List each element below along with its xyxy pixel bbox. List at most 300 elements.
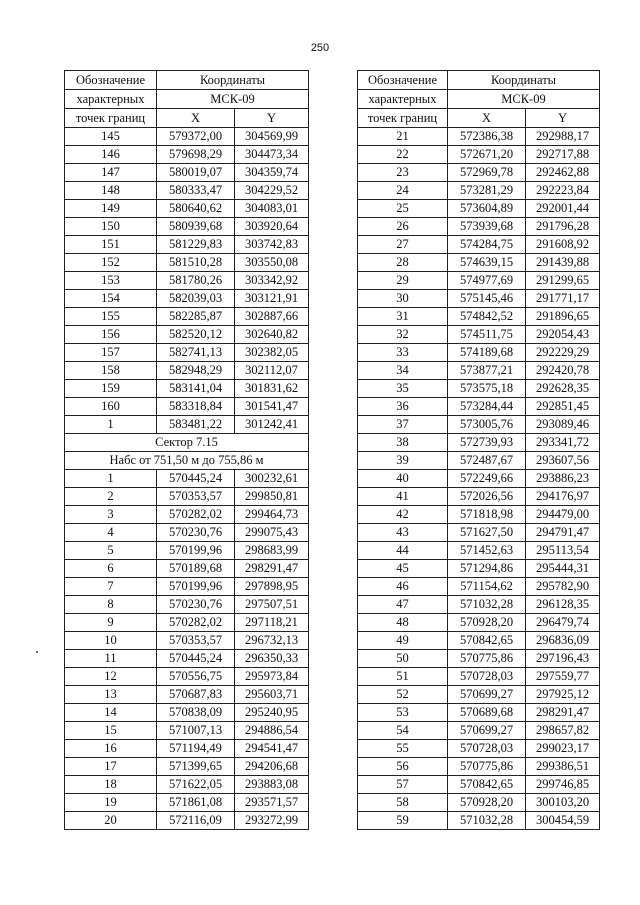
y-coordinate: 292001,44: [526, 200, 600, 218]
table-row: [65, 524, 309, 542]
point-number: 24: [358, 182, 448, 200]
table-row: [65, 362, 309, 380]
y-coordinate: 296836,09: [526, 632, 600, 650]
table-row: [358, 452, 600, 470]
table-row: [358, 776, 600, 794]
table-row: [358, 812, 600, 830]
point-number: 13: [65, 686, 157, 704]
x-coordinate: 571294,86: [448, 560, 526, 578]
y-coordinate: 292851,45: [526, 398, 600, 416]
x-coordinate: 574189,68: [448, 344, 526, 362]
table-row: [358, 704, 600, 722]
table-row: [358, 362, 600, 380]
x-header: X: [448, 109, 526, 128]
y-coordinate: 298291,47: [526, 704, 600, 722]
y-coordinate: 300454,59: [526, 812, 600, 830]
y-coordinate: 297898,95: [235, 578, 309, 596]
y-coordinate: 300103,20: [526, 794, 600, 812]
y-coordinate: 298657,82: [526, 722, 600, 740]
x-coordinate: 572026,56: [448, 488, 526, 506]
x-coordinate: 582741,13: [157, 344, 235, 362]
y-coordinate: 293341,72: [526, 434, 600, 452]
y-coordinate: 294886,54: [235, 722, 309, 740]
y-coordinate: 294206,68: [235, 758, 309, 776]
x-coordinate: 574977,69: [448, 272, 526, 290]
table-row: [65, 398, 309, 416]
table-row: [358, 308, 600, 326]
y-coordinate: 298291,47: [235, 560, 309, 578]
table-row: [65, 614, 309, 632]
y-coordinate: 303742,83: [235, 236, 309, 254]
table-row: [65, 200, 309, 218]
point-number: 43: [358, 524, 448, 542]
x-coordinate: 573575,18: [448, 380, 526, 398]
x-coordinate: 571032,28: [448, 812, 526, 830]
x-coordinate: 573005,76: [448, 416, 526, 434]
y-coordinate: 297118,21: [235, 614, 309, 632]
x-coordinate: 570689,68: [448, 704, 526, 722]
page-number: 250: [310, 42, 330, 54]
table-row: [358, 326, 600, 344]
point-number: 4: [65, 524, 157, 542]
y-coordinate: 303920,64: [235, 218, 309, 236]
point-number: 158: [65, 362, 157, 380]
table-row: [65, 164, 309, 182]
point-number: 150: [65, 218, 157, 236]
y-coordinate: 291439,88: [526, 254, 600, 272]
point-number: 41: [358, 488, 448, 506]
header-row: [65, 90, 309, 109]
y-coordinate: 295240,95: [235, 704, 309, 722]
y-coordinate: 293607,56: [526, 452, 600, 470]
y-coordinate: 296128,35: [526, 596, 600, 614]
header-row: [65, 109, 309, 128]
y-coordinate: 293883,08: [235, 776, 309, 794]
table-row: [358, 758, 600, 776]
y-coordinate: 294176,97: [526, 488, 600, 506]
table-row: [65, 740, 309, 758]
y-coordinate: 297507,51: [235, 596, 309, 614]
table-row: [358, 524, 600, 542]
y-coordinate: 292628,35: [526, 380, 600, 398]
x-coordinate: 572739,93: [448, 434, 526, 452]
point-number: 44: [358, 542, 448, 560]
x-coordinate: 579372,00: [157, 128, 235, 146]
x-coordinate: 572487,67: [448, 452, 526, 470]
y-coordinate: 294791,47: [526, 524, 600, 542]
table-row: [65, 560, 309, 578]
table-row: [358, 578, 600, 596]
table-row: [65, 290, 309, 308]
x-coordinate: 572249,66: [448, 470, 526, 488]
point-number: 14: [65, 704, 157, 722]
point-number: 18: [65, 776, 157, 794]
y-coordinate: 292229,29: [526, 344, 600, 362]
x-coordinate: 570687,83: [157, 686, 235, 704]
table-row: [65, 776, 309, 794]
table-row: [358, 164, 600, 182]
table-row: [358, 218, 600, 236]
y-coordinate: 299023,17: [526, 740, 600, 758]
x-header: X: [157, 109, 235, 128]
point-number: 34: [358, 362, 448, 380]
coordinates-header: Координаты: [448, 71, 600, 90]
point-number: 36: [358, 398, 448, 416]
y-coordinate: 292223,84: [526, 182, 600, 200]
point-number: 19: [65, 794, 157, 812]
table-row: [358, 146, 600, 164]
x-coordinate: 570282,02: [157, 506, 235, 524]
x-coordinate: 570928,20: [448, 614, 526, 632]
point-number: 6: [65, 560, 157, 578]
x-coordinate: 571154,62: [448, 578, 526, 596]
point-number: 49: [358, 632, 448, 650]
table-row: [65, 272, 309, 290]
point-number: 57: [358, 776, 448, 794]
y-coordinate: 300232,61: [235, 470, 309, 488]
x-coordinate: 581780,26: [157, 272, 235, 290]
section-row: [65, 434, 309, 452]
x-coordinate: 570445,24: [157, 470, 235, 488]
table-row: [65, 758, 309, 776]
x-coordinate: 570838,09: [157, 704, 235, 722]
y-coordinate: 292462,88: [526, 164, 600, 182]
point-number: 149: [65, 200, 157, 218]
x-coordinate: 574511,75: [448, 326, 526, 344]
x-coordinate: 575145,46: [448, 290, 526, 308]
point-number: 39: [358, 452, 448, 470]
y-coordinate: 303342,92: [235, 272, 309, 290]
x-coordinate: 574639,15: [448, 254, 526, 272]
point-number: 51: [358, 668, 448, 686]
point-number: 7: [65, 578, 157, 596]
y-coordinate: 297196,43: [526, 650, 600, 668]
table-row: [358, 290, 600, 308]
y-coordinate: 291796,28: [526, 218, 600, 236]
y-coordinate: 304473,34: [235, 146, 309, 164]
table-row: [65, 470, 309, 488]
table-row: [358, 344, 600, 362]
y-coordinate: 303121,91: [235, 290, 309, 308]
point-number: 40: [358, 470, 448, 488]
point-label-header: Обозначение: [358, 71, 448, 90]
x-coordinate: 572116,09: [157, 812, 235, 830]
x-coordinate: 571007,13: [157, 722, 235, 740]
point-number: 147: [65, 164, 157, 182]
x-coordinate: 574842,52: [448, 308, 526, 326]
point-number: 12: [65, 668, 157, 686]
x-coordinate: 582039,03: [157, 290, 235, 308]
y-coordinate: 291299,65: [526, 272, 600, 290]
x-coordinate: 581510,28: [157, 254, 235, 272]
point-number: 156: [65, 326, 157, 344]
header-row: [358, 90, 600, 109]
coordinates-header: МСК-09: [157, 90, 309, 109]
point-number: 48: [358, 614, 448, 632]
x-coordinate: 570199,96: [157, 542, 235, 560]
table-row: [358, 470, 600, 488]
table-row: [358, 182, 600, 200]
table-row: [65, 794, 309, 812]
table-row: [65, 218, 309, 236]
point-number: 38: [358, 434, 448, 452]
x-coordinate: 572969,78: [448, 164, 526, 182]
coordinates-header: Координаты: [157, 71, 309, 90]
y-coordinate: 299850,81: [235, 488, 309, 506]
point-number: 21: [358, 128, 448, 146]
point-number: 8: [65, 596, 157, 614]
x-coordinate: 570199,96: [157, 578, 235, 596]
x-coordinate: 570282,02: [157, 614, 235, 632]
sector-height-range: Набс от 751,50 м до 755,86 м: [65, 452, 309, 470]
point-number: 59: [358, 812, 448, 830]
y-coordinate: 299075,43: [235, 524, 309, 542]
y-coordinate: 295444,31: [526, 560, 600, 578]
x-coordinate: 582520,12: [157, 326, 235, 344]
x-coordinate: 573877,21: [448, 362, 526, 380]
point-number: 56: [358, 758, 448, 776]
table-row: [65, 236, 309, 254]
table-row: [358, 272, 600, 290]
x-coordinate: 581229,83: [157, 236, 235, 254]
table-row: [65, 578, 309, 596]
header-row: [65, 71, 309, 90]
point-number: 54: [358, 722, 448, 740]
x-coordinate: 582948,29: [157, 362, 235, 380]
x-coordinate: 570230,76: [157, 596, 235, 614]
x-coordinate: 582285,87: [157, 308, 235, 326]
y-coordinate: 294541,47: [235, 740, 309, 758]
y-coordinate: 302382,05: [235, 344, 309, 362]
table-row: [65, 128, 309, 146]
point-number: 153: [65, 272, 157, 290]
y-coordinate: 301831,62: [235, 380, 309, 398]
x-coordinate: 583318,84: [157, 398, 235, 416]
x-coordinate: 570728,03: [448, 740, 526, 758]
table-row: [65, 632, 309, 650]
point-number: 26: [358, 218, 448, 236]
table-row: [65, 506, 309, 524]
scan-speck: [36, 651, 38, 653]
x-coordinate: 571399,65: [157, 758, 235, 776]
point-number: 50: [358, 650, 448, 668]
y-coordinate: 298683,99: [235, 542, 309, 560]
point-number: 45: [358, 560, 448, 578]
y-coordinate: 293272,99: [235, 812, 309, 830]
y-header: Y: [235, 109, 309, 128]
y-coordinate: 303550,08: [235, 254, 309, 272]
y-header: Y: [526, 109, 600, 128]
table-row: [65, 542, 309, 560]
x-coordinate: 570728,03: [448, 668, 526, 686]
point-label-header: характерных: [65, 90, 157, 109]
x-coordinate: 571627,50: [448, 524, 526, 542]
point-number: 160: [65, 398, 157, 416]
table-row: [358, 740, 600, 758]
y-coordinate: 295782,90: [526, 578, 600, 596]
y-coordinate: 304359,74: [235, 164, 309, 182]
y-coordinate: 297925,12: [526, 686, 600, 704]
point-number: 1: [65, 470, 157, 488]
y-coordinate: 294479,00: [526, 506, 600, 524]
x-coordinate: 570230,76: [157, 524, 235, 542]
point-number: 17: [65, 758, 157, 776]
point-number: 37: [358, 416, 448, 434]
y-coordinate: 292420,78: [526, 362, 600, 380]
point-label-header: Обозначение: [65, 71, 157, 90]
point-number: 5: [65, 542, 157, 560]
y-coordinate: 301541,47: [235, 398, 309, 416]
point-number: 1: [65, 416, 157, 434]
table-row: [65, 596, 309, 614]
table-row: [358, 614, 600, 632]
table-row: [358, 254, 600, 272]
x-coordinate: 573939,68: [448, 218, 526, 236]
x-coordinate: 570353,57: [157, 632, 235, 650]
x-coordinate: 571452,63: [448, 542, 526, 560]
y-coordinate: 293089,46: [526, 416, 600, 434]
y-coordinate: 299386,51: [526, 758, 600, 776]
point-number: 157: [65, 344, 157, 362]
y-coordinate: 293571,57: [235, 794, 309, 812]
table-row: [358, 596, 600, 614]
x-coordinate: 583481,22: [157, 416, 235, 434]
point-number: 28: [358, 254, 448, 272]
x-coordinate: 580019,07: [157, 164, 235, 182]
point-number: 16: [65, 740, 157, 758]
table-row: [65, 344, 309, 362]
x-coordinate: 572671,20: [448, 146, 526, 164]
coordinates-header: МСК-09: [448, 90, 600, 109]
section-row: [65, 452, 309, 470]
point-number: 52: [358, 686, 448, 704]
point-number: 148: [65, 182, 157, 200]
table-row: [65, 650, 309, 668]
table-row: [358, 416, 600, 434]
table-row: [358, 632, 600, 650]
x-coordinate: 580333,47: [157, 182, 235, 200]
x-coordinate: 570699,27: [448, 722, 526, 740]
x-coordinate: 570556,75: [157, 668, 235, 686]
y-coordinate: 295113,54: [526, 542, 600, 560]
table-row: [65, 722, 309, 740]
point-number: 35: [358, 380, 448, 398]
table-row: [358, 794, 600, 812]
x-coordinate: 580939,68: [157, 218, 235, 236]
point-number: 22: [358, 146, 448, 164]
table-row: [65, 182, 309, 200]
point-number: 33: [358, 344, 448, 362]
header-row: [358, 109, 600, 128]
table-row: [65, 488, 309, 506]
point-number: 31: [358, 308, 448, 326]
point-number: 152: [65, 254, 157, 272]
table-row: [358, 542, 600, 560]
y-coordinate: 291771,17: [526, 290, 600, 308]
x-coordinate: 583141,04: [157, 380, 235, 398]
table-row: [65, 668, 309, 686]
point-number: 47: [358, 596, 448, 614]
y-coordinate: 304569,99: [235, 128, 309, 146]
point-number: 23: [358, 164, 448, 182]
y-coordinate: 304083,01: [235, 200, 309, 218]
point-number: 29: [358, 272, 448, 290]
x-coordinate: 573284,44: [448, 398, 526, 416]
point-number: 151: [65, 236, 157, 254]
header-row: [358, 71, 600, 90]
point-number: 46: [358, 578, 448, 596]
point-label-header: точек границ: [65, 109, 157, 128]
table-row: [65, 812, 309, 830]
table-row: [358, 722, 600, 740]
point-number: 27: [358, 236, 448, 254]
point-number: 3: [65, 506, 157, 524]
point-number: 58: [358, 794, 448, 812]
y-coordinate: 291608,92: [526, 236, 600, 254]
point-number: 53: [358, 704, 448, 722]
table-row: [358, 506, 600, 524]
point-number: 2: [65, 488, 157, 506]
table-row: [65, 380, 309, 398]
x-coordinate: 571622,05: [157, 776, 235, 794]
y-coordinate: 304229,52: [235, 182, 309, 200]
y-coordinate: 301242,41: [235, 416, 309, 434]
point-number: 11: [65, 650, 157, 668]
point-number: 32: [358, 326, 448, 344]
table-row: [358, 236, 600, 254]
y-coordinate: 296350,33: [235, 650, 309, 668]
point-number: 146: [65, 146, 157, 164]
table-row: [358, 668, 600, 686]
point-number: 155: [65, 308, 157, 326]
y-coordinate: 299746,85: [526, 776, 600, 794]
point-number: 42: [358, 506, 448, 524]
table-row: [65, 686, 309, 704]
x-coordinate: 579698,29: [157, 146, 235, 164]
table-row: [65, 416, 309, 434]
point-number: 15: [65, 722, 157, 740]
y-coordinate: 291896,65: [526, 308, 600, 326]
table-row: [65, 704, 309, 722]
y-coordinate: 293886,23: [526, 470, 600, 488]
y-coordinate: 302640,82: [235, 326, 309, 344]
y-coordinate: 302887,66: [235, 308, 309, 326]
x-coordinate: 570445,24: [157, 650, 235, 668]
x-coordinate: 574284,75: [448, 236, 526, 254]
point-number: 159: [65, 380, 157, 398]
y-coordinate: 296732,13: [235, 632, 309, 650]
point-number: 145: [65, 128, 157, 146]
table-row: [358, 380, 600, 398]
x-coordinate: 571861,08: [157, 794, 235, 812]
x-coordinate: 571032,28: [448, 596, 526, 614]
point-number: 20: [65, 812, 157, 830]
table-row: [358, 650, 600, 668]
point-number: 10: [65, 632, 157, 650]
table-row: [358, 560, 600, 578]
y-coordinate: 292054,43: [526, 326, 600, 344]
left-coordinates-table: [64, 70, 309, 830]
point-number: 9: [65, 614, 157, 632]
table-row: [65, 326, 309, 344]
table-row: [358, 200, 600, 218]
x-coordinate: 570775,86: [448, 758, 526, 776]
y-coordinate: 297559,77: [526, 668, 600, 686]
y-coordinate: 296479,74: [526, 614, 600, 632]
x-coordinate: 570842,65: [448, 632, 526, 650]
x-coordinate: 573281,29: [448, 182, 526, 200]
right-coordinates-table: [357, 70, 600, 830]
